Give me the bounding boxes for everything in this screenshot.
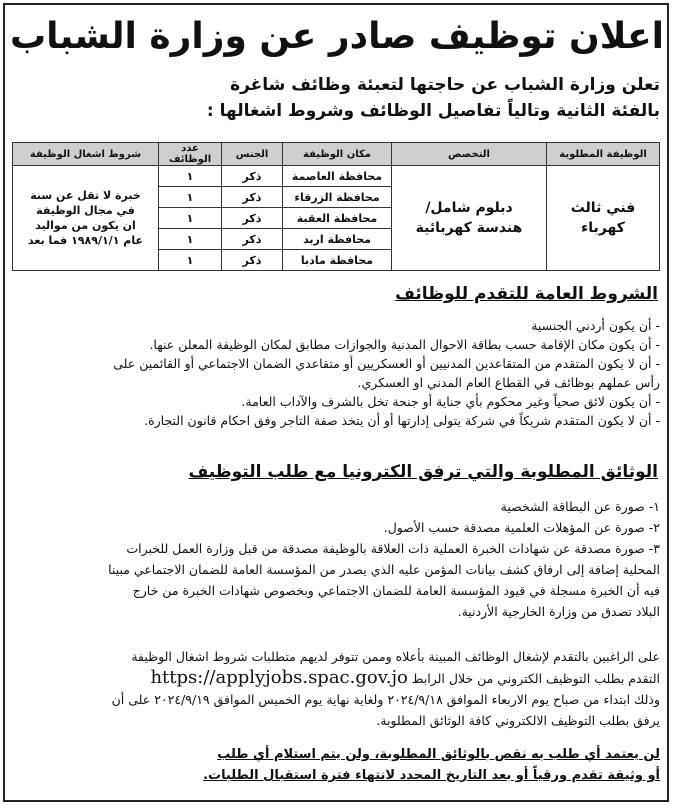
closing-line: يرفق بطلب التوظيف الالكتروني كافة الوثائق المطلوبة. — [376, 713, 660, 728]
count-cell: ١ — [159, 208, 222, 229]
general-conditions-list — [14, 316, 660, 430]
notice-line: لن يعتمد أي طلب به نقص بالوثائق المطلوبة، ولن يتم استلام أي طلب — [217, 747, 660, 762]
list-item: البلاد تصدق من وزارة الخارجية الأردنية. — [457, 604, 660, 619]
list-item: المحلية إضافة إلى ارفاق كشف بيانات المؤمن عليه الذي يصدر من المؤسسة العامة للضمان الاجتماعي مبينا — [108, 562, 660, 577]
list-item: فيه أن الخبرة مسجلة في قيود المؤسسة العامة للضمان الاجتماعي وبخصوص شهادات الخبرة من خارج — [132, 583, 660, 598]
closing-paragraph — [14, 646, 660, 731]
header-count: عدد الوظائف — [159, 143, 222, 166]
conditions-line: خبرة لا تقل عن سنة — [30, 189, 141, 202]
documents-heading: الوثائق المطلوبة والتي ترفق الكترونيا مع طلب التوظيف — [188, 462, 658, 482]
intro-paragraph — [14, 72, 660, 124]
location-cell: محافظة مادبا — [283, 250, 392, 271]
specialty-line: دبلوم شامل/ — [425, 200, 513, 216]
list-item: ٣- صورة مصدقة عن شهادات الخبرة العملية ذات العلاقة بالوظيفة مصدقة من قبل وزارة العمل للخبرات — [126, 541, 660, 556]
location-cell: محافظة العقبة — [283, 208, 392, 229]
page-title: اعلان توظيف صادر عن وزارة الشباب — [9, 16, 664, 57]
intro-line: تعلن وزارة الشباب عن حاجتها لتعبئة وظائف شاغرة — [230, 75, 660, 95]
intro-line: بالفئة الثانية وتالياً تفاصيل الوظائف وشروط اشغالها : — [206, 101, 660, 121]
documents-list — [14, 496, 660, 622]
conditions-line: في مجال الوظيفة — [36, 204, 135, 217]
closing-line — [14, 667, 660, 689]
jobs-table — [12, 142, 660, 271]
conditions-line: عام ١٩٨٩/١/١ فما بعد — [28, 234, 143, 247]
count-cell: ١ — [159, 229, 222, 250]
notice-paragraph — [14, 744, 660, 786]
apply-link[interactable]: https://applyjobs.spac.gov.jo — [150, 667, 408, 688]
table-row — [13, 166, 660, 187]
count-cell: ١ — [159, 250, 222, 271]
gender-cell: ذكر — [222, 187, 283, 208]
list-item: - أن لا يكون المتقدم شريكاً في شركة يتولى إدارتها أو أن يتخذ صفة التاجر وفق احكام قانون التجارة. — [144, 413, 660, 428]
conditions-cell — [13, 166, 159, 271]
specialty-line: هندسة كهربائية — [415, 220, 523, 236]
closing-line: على الراغبين بالتقدم لإشغال الوظائف المبينة بأعلاه وممن تتوفر لديهم متطلبات شروط اشغال الوظيفة — [131, 649, 660, 664]
list-item: - أن يكون لائق صحياً وغير محكوم بأي جناية أو جنحة تخل بالشرف والآداب العامة. — [241, 394, 660, 409]
gender-cell: ذكر — [222, 208, 283, 229]
list-item: ٢- صورة عن المؤهلات العلمية مصدقة حسب الأصول. — [383, 520, 660, 535]
gender-cell: ذكر — [222, 166, 283, 187]
location-cell: محافظة الزرقاء — [283, 187, 392, 208]
count-cell: ١ — [159, 187, 222, 208]
general-conditions-heading: الشروط العامة للتقدم للوظائف — [395, 284, 658, 304]
list-item: ١- صورة عن البطاقة الشخصية — [500, 499, 660, 514]
list-item: - أن يكون أردني الجنسية — [531, 318, 660, 333]
closing-text: التقدم بطلب التوظيف الكتروني من خلال الرابط — [411, 671, 660, 686]
gender-cell: ذكر — [222, 250, 283, 271]
conditions-line: ان يكون من مواليد — [35, 219, 136, 232]
header-location: مكان الوظيفة — [283, 143, 392, 166]
location-cell: محافظة اربد — [283, 229, 392, 250]
list-item: - أن يكون مكان الإقامة حسب بطاقة الاحوال المدنية والجوازات مطابق لمكان الوظيفة المعلن عنها. — [149, 337, 660, 352]
specialty-cell — [392, 166, 547, 271]
header-job: الوظيفة المطلوبة — [547, 143, 660, 166]
header-gender: الجنس — [222, 143, 283, 166]
gender-cell: ذكر — [222, 229, 283, 250]
closing-line: وذلك ابتداء من صباح يوم الاربعاء الموافق ٢٠٢٤/٩/١٨ ولغاية نهاية يوم الخميس الموافق ٢٠٢٤/٩/١٩ على أن — [111, 692, 660, 707]
header-conditions: شروط اشغال الوظيفة — [13, 143, 159, 166]
job-title-cell: فني ثالث كهرباء — [547, 166, 660, 271]
location-cell: محافظة العاصمة — [283, 166, 392, 187]
count-cell: ١ — [159, 166, 222, 187]
header-specialty: التخصص — [392, 143, 547, 166]
list-item: - أن لا يكون المتقدم من المتقاعدين المدنيين أو العسكريين أو متقاعدي الضمان الاجتماعي أو القائمين على — [113, 356, 660, 371]
notice-line: أو وثيقة تقدم ورقياً أو بعد التاريخ المحدد لانتهاء فترة استقبال الطلبات. — [203, 768, 660, 783]
list-item: رأس عملهم بوظائف في القطاع العام المدني او العسكري. — [357, 375, 660, 390]
